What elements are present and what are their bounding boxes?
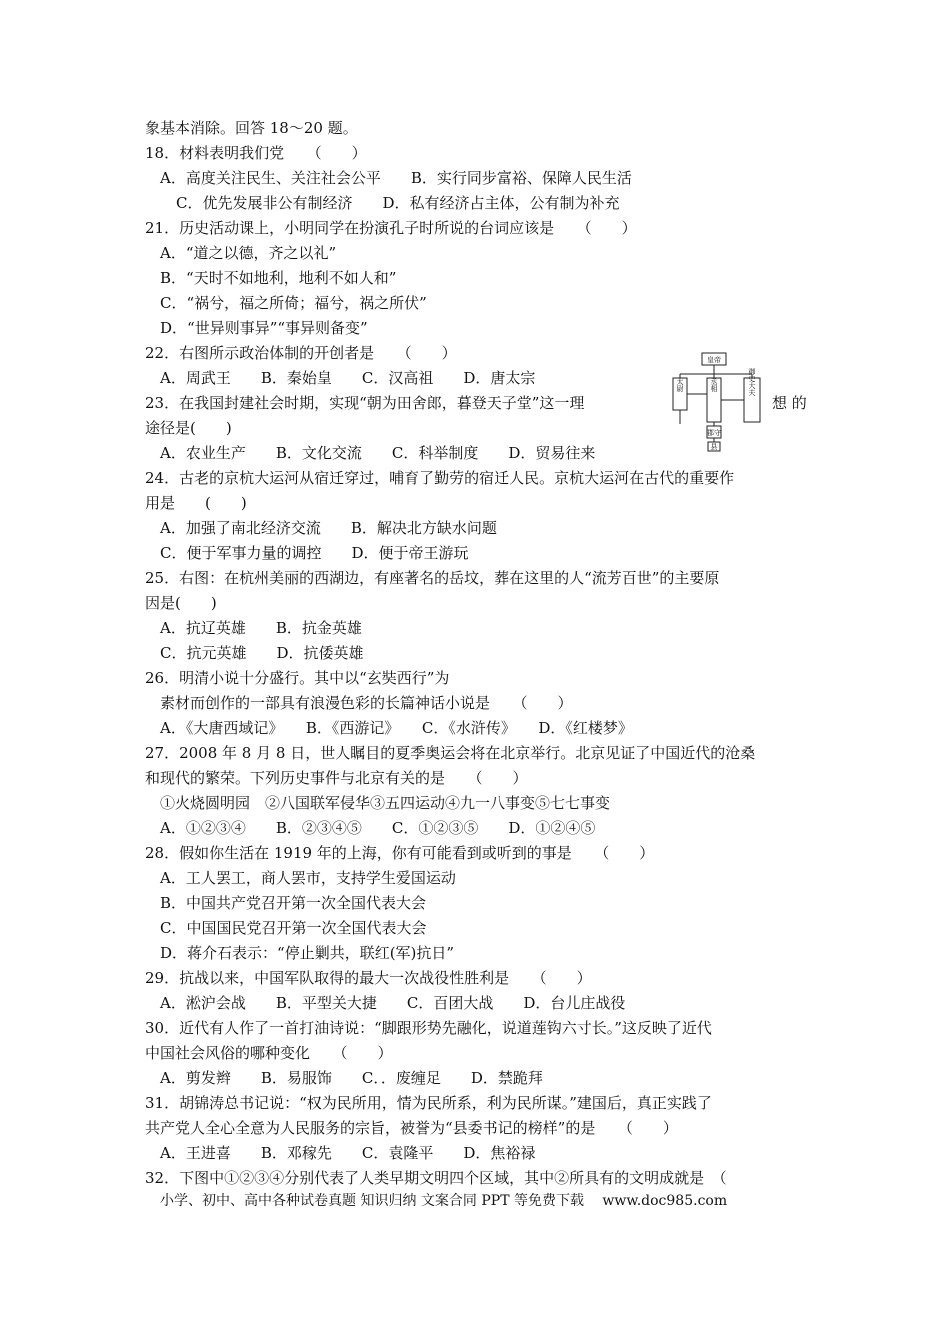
text-line: 28．假如你生活在 1919 年的上海，你有可能看到或听到的事是 （ ） [145,844,655,862]
junshou-label: 郡守 [707,429,721,437]
text-line: 素材而创作的一部具有浪漫色彩的长篇神话小说是 （ ） [160,694,573,712]
text-line: C．中国国民党召开第一次全国代表大会 [160,919,427,937]
text-line: 共产党人全心全意为人民服务的宗旨，被誉为“县委书记的榜样”的是 （ ） [145,1119,678,1137]
text-line: A．王进喜 B．邓稼先 C．袁隆平 D．焦裕禄 [160,1144,536,1162]
text-line: 27．2008 年 8 月 8 日，世人瞩目的夏季奥运会将在北京举行。北京见证了中国近代的沧桑 [145,744,756,762]
text-line: A．“道之以德，齐之以礼” [160,244,337,262]
text-line: D．“世异则事异”“事异则备变” [160,319,368,337]
text-line: C．优先发展非公有制经济 D．私有经济占主体，公有制为补充 [176,194,620,212]
text-line: 象基本消除。回答 18～20 题。 [145,119,358,137]
text-line: C．抗元英雄 D．抗倭英雄 [160,644,364,662]
text-line: C．便于军事力量的调控 D．便于帝王游玩 [160,544,469,562]
text-line: A．加强了南北经济交流 B．解决北方缺水问题 [160,519,497,537]
footer-text: 小学、初中、高中各种试卷真题 知识归纳 文案合同 PPT 等免费下载 www.doc985.com [160,1193,728,1209]
text-line: 26．明清小说十分盛行。其中以“玄奘西行”为 [145,669,450,687]
text-line: B．“天时不如地利，地利不如人和” [160,269,397,287]
text-line: 30．近代有人作了一首打油诗说：“脚跟形势先融化，说道莲钩六寸长。”这反映了近代 [145,1019,712,1037]
text-line: A．周武王 B．秦始皇 C．汉高祖 D．唐太宗 [160,369,536,387]
text-line: 32．下图中①②③④分别代表了人类早期文明四个区域，其中②所具有的文明成就是 （ [145,1169,727,1187]
text-line: 21．历史活动课上，小明同学在扮演孔子时所说的台词应该是 （ ） [145,219,637,237]
text-line: A．抗辽英雄 B．抗金英雄 [160,619,362,637]
chengxiang-label: 丞相 [710,378,718,392]
text-line: 29．抗战以来，中国军队取得的最大一次战役性胜利是 （ ） [145,969,592,987]
text-line: 因是( ) [145,594,217,612]
text-line: ①火烧圆明园 ②八国联军侵华③五四运动④九一八事变⑤七七事变 [160,794,611,812]
emperor-label: 皇帝 [707,356,721,364]
text-line: A．淞沪会战 B．平型关大捷 C．百团大战 D．台儿庄战役 [160,994,626,1012]
text-line: A．工人罢工，商人罢市，支持学生爱国运动 [160,869,456,887]
text-line: A．《大唐西域记》 B．《西游记》 C．《水浒传》 D．《红楼梦》 [160,719,633,737]
text-line: 31．胡锦涛总书记说：“权为民所用，情为民所系，利为民所谋。”建国后，真正实践了 [145,1094,712,1112]
text-line: 25．右图：在杭州美丽的西湖边，有座著名的岳坟，葬在这里的人“流芳百世”的主要原 [145,569,720,587]
taiwei-label: 太尉 [676,378,684,392]
text-line: 和现代的繁荣。下列历史事件与北京有关的是 （ ） [145,769,528,787]
yushi-label: 御史大夫 [748,368,756,396]
text-line: 22．右图所示政治体制的开创者是 （ ） [145,344,457,362]
text-line: A．农业生产 B．文化交流 C．科举制度 D．贸易往来 [160,444,596,462]
text-line: D．蒋介石表示：“停止剿共，联红(军)抗日” [160,944,455,962]
political-system-diagram [670,352,762,452]
text-line: 18．材料表明我们党 （ ） [145,144,367,162]
text-line: A．①②③④ B．②③④⑤ C．①②③⑤ D．①②④⑤ [160,819,596,837]
text-line: 23．在我国封建社会时期，实现“朝为田舍郎，暮登天子堂”这一理 [145,394,585,412]
text-line: 中国社会风俗的哪种变化 （ ） [145,1044,393,1062]
text-line: C．“祸兮，福之所倚；福兮，祸之所伏” [160,294,427,312]
text-line: 24．古老的京杭大运河从宿迁穿过，哺育了勤劳的宿迁人民。京杭大运河在古代的重要作 [145,469,735,487]
text-line: B．中国共产党召开第一次全国代表大会 [160,894,427,912]
q23-tail-text: 想 的 [772,394,807,412]
text-line: 用是 ( ) [145,494,247,512]
text-line: A．高度关注民生、关注社会公平 B．实行同步富裕、保障人民生活 [160,169,632,187]
xianling-label: 县 [710,443,718,451]
text-line: A．剪发辫 B．易服饰 C．．废缠足 D．禁跪拜 [160,1069,543,1087]
text-line: 途径是( ) [145,419,232,437]
